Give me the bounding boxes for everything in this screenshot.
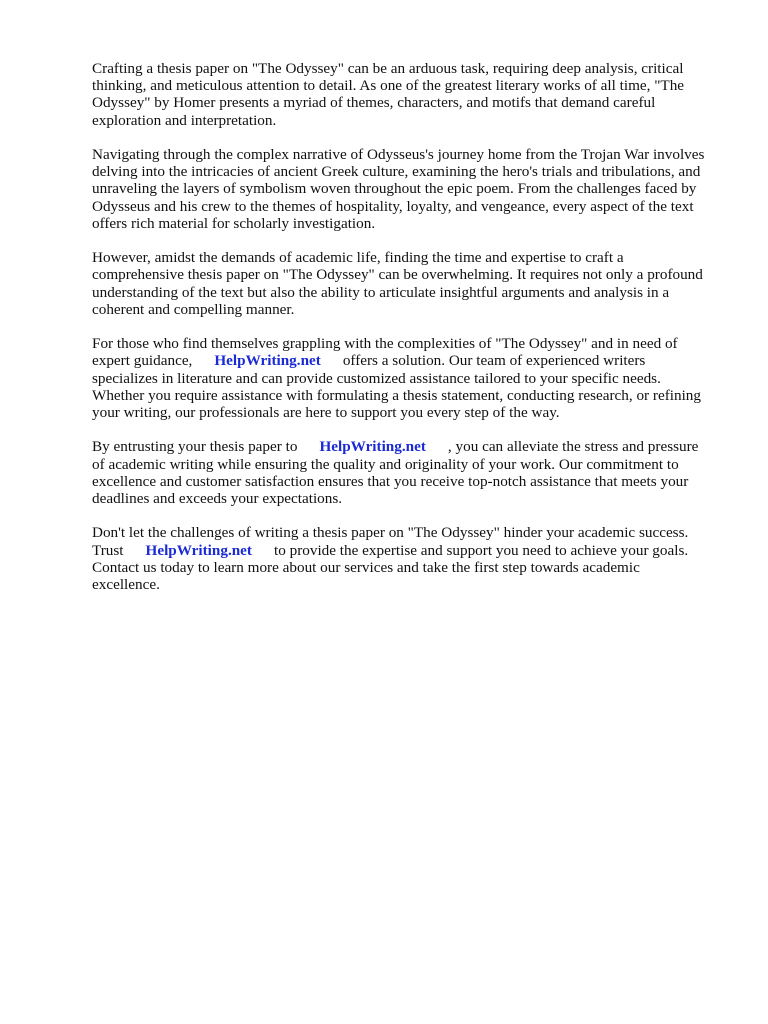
paragraph-intro	[92, 60, 732, 129]
text-line: unraveling the layers of symbolism woven throughout the epic poem. From the challenges faced by	[92, 180, 697, 198]
paragraph-demands	[92, 249, 732, 318]
text-line: Whether you require assistance with formulating a thesis statement, conducting research, or refining	[92, 386, 701, 404]
text-line: Crafting a thesis paper on "The Odyssey" can be an arduous task, requiring deep analysis, critical	[92, 60, 684, 77]
paragraph-closing	[92, 524, 732, 593]
text-line: deadlines and exceeds your expectations.	[92, 490, 343, 508]
text-line: specializes in literature and can provide customized assistance tailored to your specific needs.	[92, 369, 661, 387]
text-line: Contact us today to learn more about our services and take the first step towards academic	[92, 558, 640, 576]
text-segment: By entrusting your thesis paper to	[92, 438, 298, 456]
text-line: delving into the intricacies of ancient Greek culture, examining the hero's trials and tribulations, and	[92, 163, 701, 181]
text-line: Navigating through the complex narrative of Odysseus's journey home from the Trojan War involves	[92, 146, 705, 163]
text-segment: expert guidance,	[92, 352, 193, 370]
text-line: offers rich material for scholarly investigation.	[92, 214, 376, 232]
helpwriting-link[interactable]: HelpWriting.net	[145, 541, 252, 559]
text-line: your writing, our professionals are here to support you every step of the way.	[92, 404, 560, 422]
text-line: understanding of the text but also the ability to articulate insightful arguments and analysis in a	[92, 283, 670, 301]
text-line: excellence and customer satisfaction ensures that you receive top-notch assistance that meets your	[92, 472, 689, 490]
text-line: However, amidst the demands of academic life, finding the time and expertise to craft a	[92, 249, 624, 267]
text-line: thinking, and meticulous attention to detail. As one of the greatest literary works of all time, "The	[92, 77, 685, 95]
text-line: Odysseus and his crew to the themes of hospitality, loyalty, and vengeance, every aspect of the text	[92, 197, 694, 215]
text-line: Don't let the challenges of writing a thesis paper on "The Odyssey" hinder your academic success.	[92, 524, 689, 542]
text-segment: to provide the expertise and support you need to achieve your goals.	[274, 541, 689, 559]
helpwriting-link[interactable]: HelpWriting.net	[319, 438, 426, 456]
text-line	[92, 352, 732, 369]
paragraph-narrative	[92, 146, 732, 232]
text-line: of academic writing while ensuring the quality and originality of your work. Our commitment to	[92, 455, 679, 473]
text-line: Odyssey" by Homer presents a myriad of themes, characters, and motifs that demand careful	[92, 94, 656, 112]
helpwriting-link[interactable]: HelpWriting.net	[214, 352, 321, 370]
text-segment: offers a solution. Our team of experienced writers	[342, 352, 646, 370]
paragraph-guidance	[92, 335, 732, 421]
text-segment: , you can alleviate the stress and pressure	[447, 438, 699, 456]
text-line: comprehensive thesis paper on "The Odyssey" can be overwhelming. It requires not only a profound	[92, 266, 703, 284]
paragraph-entrusting	[92, 438, 732, 507]
text-line: exploration and interpretation.	[92, 111, 277, 129]
text-line	[92, 542, 732, 559]
text-segment: Trust	[92, 541, 124, 559]
text-line: excellence.	[92, 576, 160, 594]
text-line: coherent and compelling manner.	[92, 300, 295, 318]
document-body	[92, 60, 732, 610]
text-line	[92, 438, 732, 455]
text-line: For those who find themselves grappling with the complexities of "The Odyssey" and in need of	[92, 335, 678, 353]
